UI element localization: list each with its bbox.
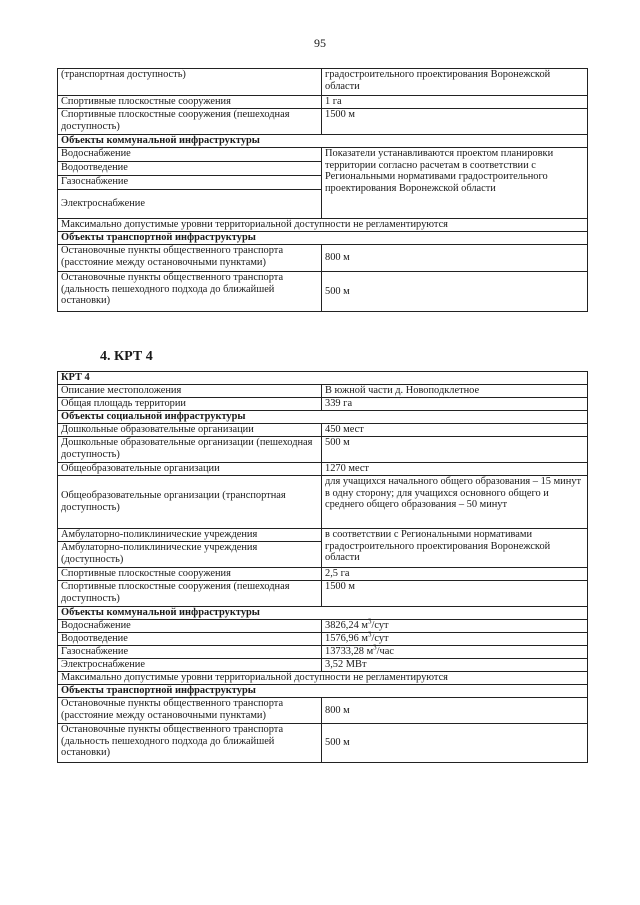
cell-label: Дошкольные образовательные организации (пешеходная доступность) — [58, 437, 322, 463]
section-title: Объекты социальной инфраструктуры — [58, 411, 588, 424]
table-row — [58, 659, 588, 672]
cell-value — [322, 617, 588, 633]
cell-value: В южной части д. Новоподклетное — [322, 385, 588, 398]
cell-label: Описание местоположения — [58, 385, 322, 398]
table-row — [58, 424, 588, 437]
value-unit: /сут — [371, 633, 389, 644]
cell-value: 1500 м — [322, 581, 588, 607]
cell-label: Спортивные плоскостные сооружения — [58, 568, 322, 581]
cell-label: Дошкольные образовательные организации — [58, 424, 322, 437]
cell-value: в соответствии с Региональными нормативами градостроительного проектирования Воронежской области — [322, 529, 588, 568]
cell-value: для учащихся начального общего образования – 15 минут в одну сторону; для учащихся основного общего и среднего общего образования – 50 минут — [322, 476, 588, 529]
cell-value: 1500 м — [322, 109, 588, 135]
cell-label: Общеобразовательные организации — [58, 463, 322, 476]
note-text: Максимально допустимые уровни территориальной доступности не регламентируются — [58, 672, 588, 685]
section-title: Объекты коммунальной инфраструктуры — [58, 607, 588, 620]
cell-label: Общая площадь территории — [58, 398, 322, 411]
cell-value — [322, 643, 588, 659]
table-continuation — [57, 68, 588, 312]
value-number: 1576,96 м — [325, 633, 368, 644]
section-row — [58, 411, 588, 424]
value-unit: /сут — [371, 620, 389, 631]
table-row — [58, 633, 588, 646]
table-row — [58, 463, 588, 476]
cell-label: (транспортная доступность) — [58, 69, 322, 96]
cell-value: 2,5 га — [322, 568, 588, 581]
table-row — [58, 724, 588, 763]
cell-label: Амбулаторно-поликлинические учреждения (доступность) — [58, 542, 322, 568]
table-row — [58, 581, 588, 607]
cell-label: Газоснабжение — [58, 646, 322, 659]
table-row — [58, 476, 588, 529]
note-row — [58, 219, 588, 232]
value-unit: /час — [376, 646, 394, 657]
table-row — [58, 698, 588, 724]
section-row — [58, 607, 588, 620]
table-row — [58, 568, 588, 581]
cell-label: Водоснабжение — [58, 620, 322, 633]
cell-value: 450 мест — [322, 424, 588, 437]
cell-label: Спортивные плоскостные сооружения (пешеходная доступность) — [58, 581, 322, 607]
cell-value — [322, 630, 588, 646]
cell-value: 500 м — [322, 724, 588, 763]
cell-label: Общеобразовательные организации (транспортная доступность) — [58, 476, 322, 529]
table-row — [58, 437, 588, 463]
cell-label: Водоотведение — [58, 162, 322, 176]
note-row — [58, 672, 588, 685]
value-exponent: 3 — [367, 617, 372, 626]
table-title: КРТ 4 — [58, 372, 588, 385]
value-number: 13733,28 м — [325, 646, 374, 657]
value-exponent: 3 — [367, 630, 372, 639]
section-heading: 4. КРТ 4 — [100, 349, 153, 364]
table-row — [58, 385, 588, 398]
cell-value: 1270 мест — [322, 463, 588, 476]
cell-value: 800 м — [322, 245, 588, 272]
table-row — [58, 245, 588, 272]
cell-label: Остановочные пункты общественного транспорта (расстояние между остановочными пунктами) — [58, 698, 322, 724]
table-row — [58, 620, 588, 633]
cell-value: 3,52 МВт — [322, 659, 588, 672]
cell-label: Электроснабжение — [58, 190, 322, 219]
section-title: Объекты транспортной инфраструктуры — [58, 232, 588, 245]
cell-value: Показатели устанавливаются проектом планировки территории согласно расчетам в соответствии с Региональными нормативами градостроительного проектирования Воронежской области — [322, 148, 588, 219]
cell-label: Амбулаторно-поликлинические учреждения — [58, 529, 322, 542]
cell-value: 500 м — [322, 272, 588, 312]
cell-value: 1 га — [322, 96, 588, 109]
section-row — [58, 135, 588, 148]
section-row — [58, 685, 588, 698]
cell-label: Спортивные плоскостные сооружения — [58, 96, 322, 109]
table-krt4 — [57, 371, 588, 763]
table-row — [58, 398, 588, 411]
cell-label: Газоснабжение — [58, 176, 322, 190]
value-exponent: 3 — [373, 643, 377, 652]
page-number: 95 — [314, 36, 326, 50]
table-row — [58, 109, 588, 135]
cell-value: 500 м — [322, 437, 588, 463]
table-row — [58, 69, 588, 96]
table-row — [58, 646, 588, 659]
header-row — [58, 372, 588, 385]
cell-value: градостроительного проектирования Воронежской области — [322, 69, 588, 96]
cell-value: 800 м — [322, 698, 588, 724]
cell-label: Водоснабжение — [58, 148, 322, 162]
note-text: Максимально допустимые уровни территориальной доступности не регламентируются — [58, 219, 588, 232]
cell-label: Остановочные пункты общественного транспорта (дальность пешеходного подхода до ближайшей остановки) — [58, 272, 322, 312]
cell-value: 339 га — [322, 398, 588, 411]
cell-label: Остановочные пункты общественного транспорта (расстояние между остановочными пунктами) — [58, 245, 322, 272]
table-row — [58, 148, 588, 162]
section-title: Объекты транспортной инфраструктуры — [58, 685, 588, 698]
table-row — [58, 272, 588, 312]
table-row — [58, 96, 588, 109]
value-number: 3826,24 м — [325, 620, 368, 631]
section-title: Объекты коммунальной инфраструктуры — [58, 135, 588, 148]
cell-label: Электроснабжение — [58, 659, 322, 672]
cell-label: Остановочные пункты общественного транспорта (дальность пешеходного подхода до ближайшей остановки) — [58, 724, 322, 763]
table-row — [58, 529, 588, 542]
cell-label: Водоотведение — [58, 633, 322, 646]
cell-label: Спортивные плоскостные сооружения (пешеходная доступность) — [58, 109, 322, 135]
section-row — [58, 232, 588, 245]
